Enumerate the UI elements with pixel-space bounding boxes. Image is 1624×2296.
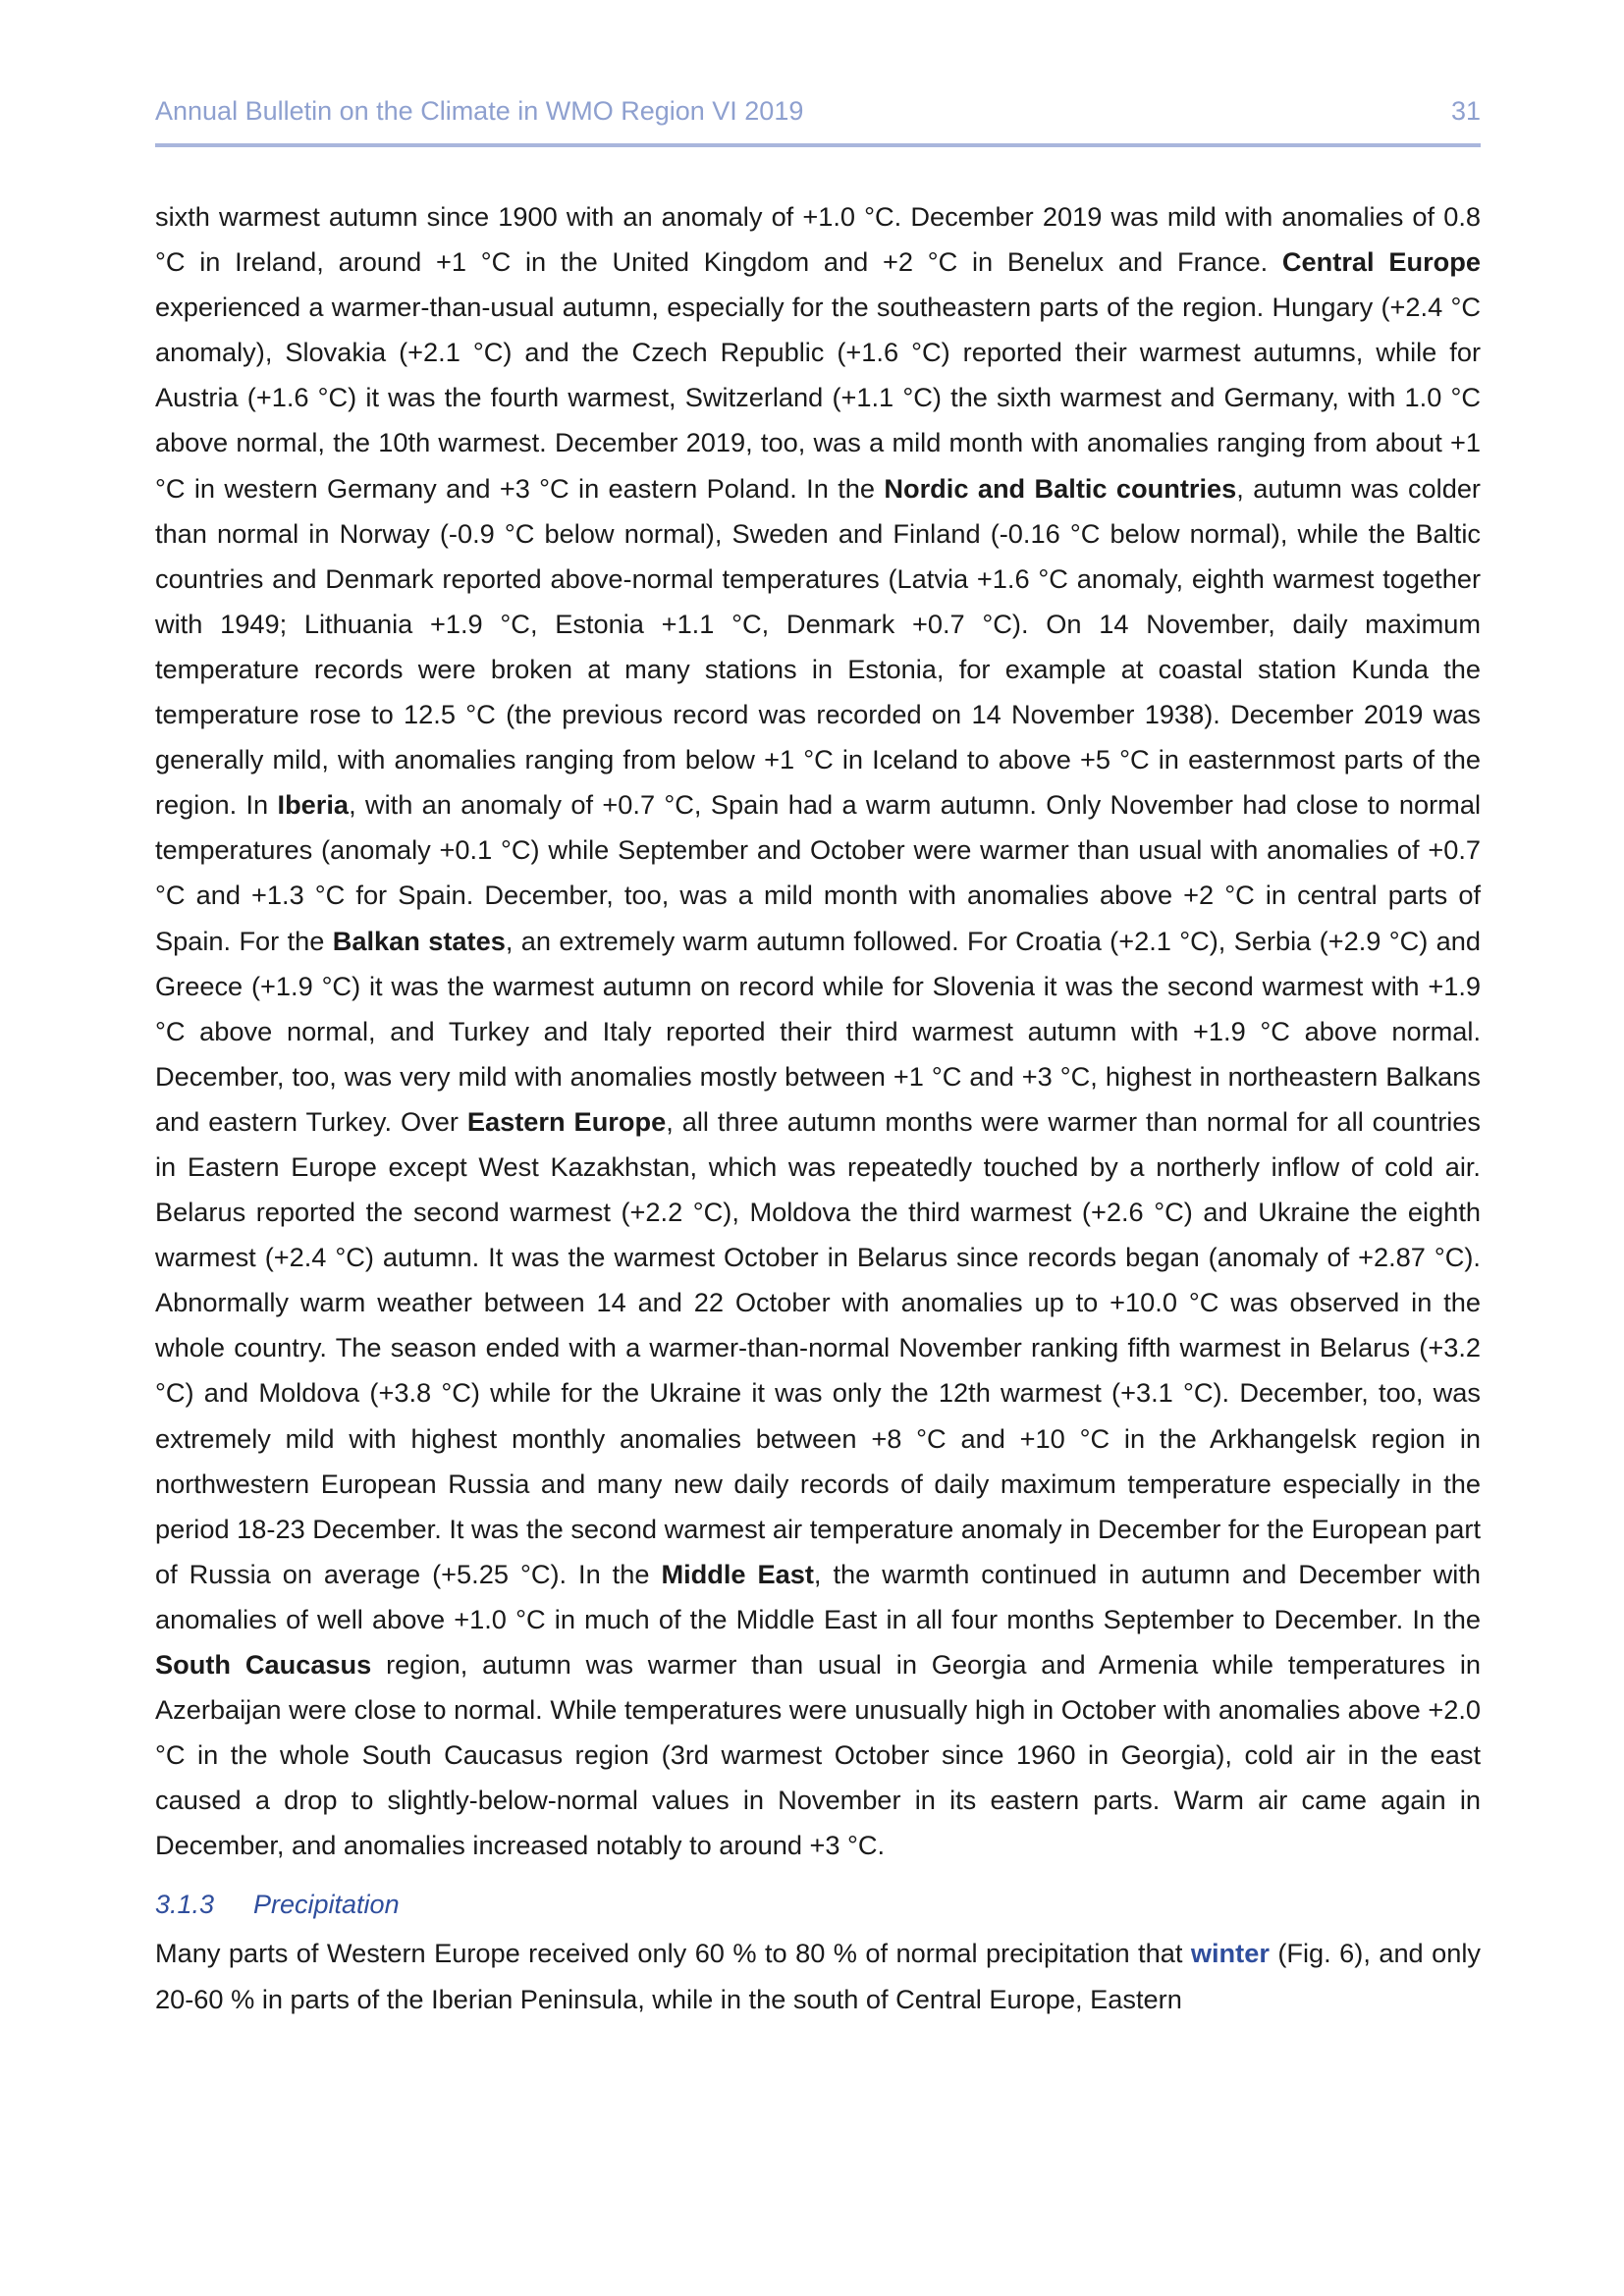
running-header: [155, 92, 1481, 147]
region-iberia: Iberia: [277, 789, 350, 821]
document-body: [155, 194, 1481, 2022]
section-title: Precipitation: [253, 1890, 400, 1920]
text-run: experienced a warmer-than-usual autumn, especially for the southeastern parts of the region. Hungary (+2.4 °C anomaly), Slovakia (+2.1 °C) and the Czech Republic (+1.6 °C) reported their warmest autumns, while for Austria (+1.6 °C) it was the fourth warmest, Switzerland (+1.1 °C) the sixth warmest and Germany, with 1.0 °C above normal, the 10th warmest. December 2019, too, was a mild month with anomalies ranging from about +1 °C in western Germany and +3 °C in eastern Poland. In the: [155, 292, 1481, 504]
region-central-europe: Central Europe: [1281, 246, 1481, 278]
winter-link[interactable]: winter: [1190, 1938, 1270, 1969]
text-run: , all three autumn months were warmer than normal for all countries in Eastern Europe except West Kazakhstan, which was repeatedly touched by a northerly inflow of cold air. Belarus reported the second warmest (+2.2 °C), Moldova the third warmest (+2.6 °C) and Ukraine the eighth warmest (+2.4 °C) autumn. It was the warmest October in Belarus since records began (anomaly of +2.87 °C). Abnormally warm weather between 14 and 22 October with anomalies up to +10.0 °C was observed in the whole country. The season ended with a warmer-than-normal November ranking fifth warmest in Belarus (+3.2 °C) and Moldova (+3.8 °C) while for the Ukraine it was only the 12th warmest (+3.1 °C). December, too, was extremely mild with highest monthly anomalies between +8 °C and +10 °C in the Arkhangelsk region in northwestern European Russia and many new daily records of daily maximum temperature especially in the period 18-23 December. It was the second warmest air temperature anomaly in December for the European part of Russia on average (+5.25 °C). In the: [155, 1105, 1481, 1589]
region-eastern-europe: Eastern Europe: [466, 1105, 667, 1137]
header-title: Annual Bulletin on the Climate in WMO Region VI 2019: [155, 96, 804, 126]
paragraph-precipitation: [155, 1931, 1481, 2021]
text-run: , with an anomaly of +0.7 °C, Spain had a warm autumn. Only November had close to normal temperatures (anomaly +0.1 °C) while September and October were warmer than usual with anomalies of +0.7 °C and +1.3 °C for Spain. December, too, was a mild month with anomalies above +2 °C in central parts of Spain. For the: [155, 789, 1481, 956]
region-south-caucasus: South Caucasus: [155, 1649, 372, 1680]
text-run: , an extremely warm autumn followed. For Croatia (+2.1 °C), Serbia (+2.9 °C) and Greece (+1.9 °C) it was the warmest autumn on record while for Slovenia it was the second warmest with +1.9 °C above normal, and Turkey and Italy reported their third warmest autumn with +1.9 °C above normal. December, too, was very mild with anomalies mostly between +1 °C and +3 °C, highest in northeastern Balkans and eastern Turkey. Over: [155, 925, 1481, 1137]
page-number: 31: [1450, 96, 1481, 126]
section-heading: [155, 1884, 1481, 1925]
text-run: Many parts of Western Europe received only 60 % to 80 % of normal precipitation that: [155, 1938, 1191, 1969]
text-run: (Fig. 6), and only 20-60 % in parts of the Iberian Peninsula, while in the south of Central Europe, Eastern: [155, 1938, 1481, 2014]
text-run: , the warmth continued in autumn and December with anomalies of well above +1.0 °C in much of the Middle East in all four months September to December. In the: [155, 1558, 1482, 1634]
section-number: 3.1.3: [155, 1890, 215, 1920]
text-run: , autumn was colder than normal in Norway (-0.9 °C below normal), Sweden and Finland (-0.16 °C below normal), while the Baltic countries and Denmark reported above-normal temperatures (Latvia +1.6 °C anomaly, eighth warmest together with 1949; Lithuania +1.9 °C, Estonia +1.1 °C, Denmark +0.7 °C). On 14 November, daily maximum temperature records were broken at many stations in Estonia, for example at coastal station Kunda the temperature rose to 12.5 °C (the previous record was recorded on 14 November 1938). December 2019 was generally mild, with anomalies ranging from below +1 °C in Iceland to above +5 °C in easternmost parts of the region. In: [155, 472, 1481, 821]
region-nordic-baltic: Nordic and Baltic countries: [884, 472, 1237, 504]
region-balkan-states: Balkan states: [332, 925, 506, 956]
text-run: region, autumn was warmer than usual in Georgia and Armenia while temperatures in Azerbaijan were close to normal. While temperatures were unusually high in October with anomalies above +2.0 °C in the whole South Caucasus region (3rd warmest October since 1960 in Georgia), cold air in the east caused a drop to slightly-below-normal values in November in its eastern parts. Warm air came again in December, and anomalies increased notably to around +3 °C.: [155, 1649, 1482, 1861]
region-middle-east: Middle East: [661, 1558, 814, 1589]
text-run: sixth warmest autumn since 1900 with an anomaly of +1.0 °C. December 2019 was mild with anomalies of 0.8 °C in Ireland, around +1 °C in the United Kingdom and +2 °C in Benelux and France.: [155, 201, 1481, 278]
paragraph-temperature: [155, 194, 1481, 1868]
